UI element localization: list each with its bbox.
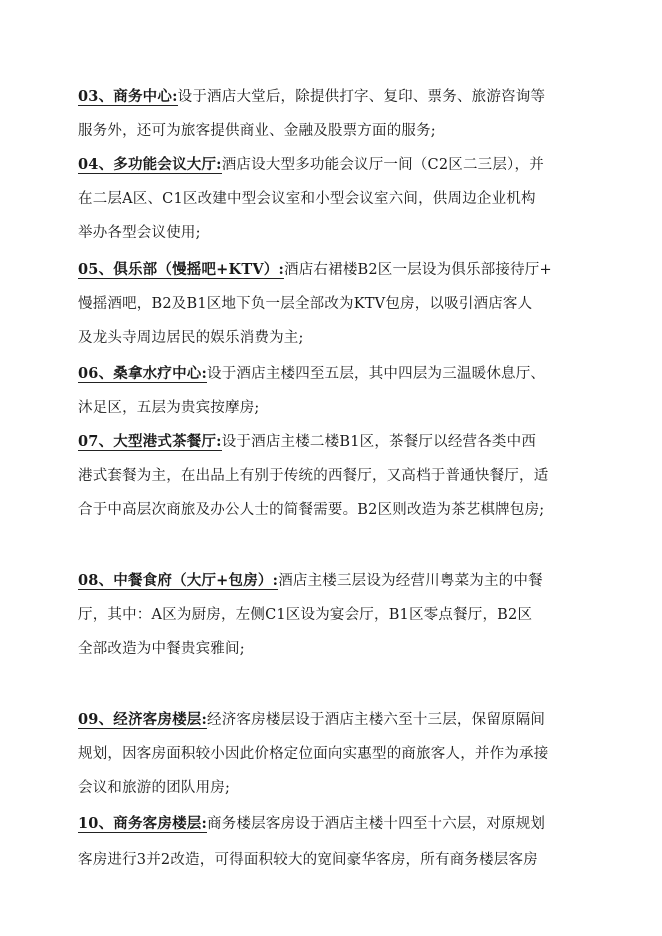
section-04-line-3: 举办各型会议使用; bbox=[78, 225, 201, 241]
section-08-heading: 08、中餐食府（大厅+包房）: bbox=[78, 572, 279, 589]
section-08-line-3: 全部改造为中餐贵宾雅间; bbox=[78, 641, 245, 657]
section-08-line-2: 厅，其中：A区为厨房，左侧C1区设为宴会厅，B1区零点餐厅，B2区 bbox=[78, 607, 533, 623]
section-04-line-2: 在二层A区、C1区改建中型会议室和小型会议室六间，供周边企业机构 bbox=[78, 191, 536, 207]
section-03-heading: 03、商务中心: bbox=[78, 88, 178, 105]
section-05-line-1 bbox=[78, 260, 584, 280]
section-05-heading: 05、俱乐部（慢摇吧+KTV）: bbox=[78, 261, 285, 278]
section-08-line-1 bbox=[78, 571, 584, 591]
section-05-text-1: 酒店右裙楼B2区一层设为俱乐部接待厅+ bbox=[284, 262, 552, 278]
section-09-line-2: 规划，因客房面积较小因此价格定位面向实惠型的商旅客人，并作为承接 bbox=[78, 746, 549, 762]
section-03-line-2: 服务外，还可为旅客提供商业、金融及股票方面的服务; bbox=[78, 123, 436, 139]
section-04-text-1: 酒店设大型多功能会议厅一间（C2区二三层），并 bbox=[221, 157, 544, 173]
section-08-text-1: 酒店主楼三层设为经营川粤菜为主的中餐 bbox=[278, 573, 543, 589]
section-06-heading: 06、桑拿水疗中心: bbox=[78, 365, 208, 382]
section-06-line-2: 沐足区，五层为贵宾按摩房; bbox=[78, 400, 260, 416]
section-03-text-1: 设于酒店大堂后，除提供打字、复印、票务、旅游咨询等 bbox=[177, 89, 546, 105]
section-07-text-1: 设于酒店主楼二楼B1区，茶餐厅以经营各类中西 bbox=[221, 434, 537, 450]
section-10-text-1: 商务楼层客房设于酒店主楼十四至十六层，对原规划 bbox=[207, 816, 546, 832]
section-10-line-1 bbox=[78, 814, 584, 834]
section-03-line-1 bbox=[78, 87, 584, 107]
section-05-line-2: 慢摇酒吧，B2及B1区地下负一层全部改为KTV包房，以吸引酒店客人 bbox=[78, 296, 533, 312]
section-09-line-3: 会议和旅游的团队用房; bbox=[78, 780, 231, 796]
section-07-heading: 07、大型港式茶餐厅: bbox=[78, 433, 222, 450]
section-05-line-3: 及龙头寺周边居民的娱乐消费为主; bbox=[78, 330, 304, 346]
section-10-line-2: 客房进行3并2改造，可得面积较大的宽间豪华客房，所有商务楼层客房 bbox=[78, 852, 538, 868]
section-04-line-1 bbox=[78, 155, 584, 175]
section-09-heading: 09、经济客房楼层: bbox=[78, 711, 208, 728]
section-10-heading: 10、商务客房楼层: bbox=[78, 815, 208, 832]
section-04-heading: 04、多功能会议大厅: bbox=[78, 156, 222, 173]
section-07-line-1 bbox=[78, 432, 584, 452]
section-06-line-1 bbox=[78, 364, 584, 384]
section-09-line-1 bbox=[78, 710, 584, 730]
section-09-text-1: 经济客房楼层设于酒店主楼六至十三层，保留原隔间 bbox=[207, 712, 546, 728]
section-07-line-3: 合于中高层次商旅及办公人士的简餐需要。B2区则改造为茶艺棋牌包房; bbox=[78, 502, 545, 518]
section-07-line-2: 港式套餐为主，在出品上有别于传统的西餐厅，又高档于普通快餐厅，适 bbox=[78, 468, 549, 484]
section-06-text-1: 设于酒店主楼四至五层，其中四层为三温暖休息厅、 bbox=[207, 366, 546, 382]
